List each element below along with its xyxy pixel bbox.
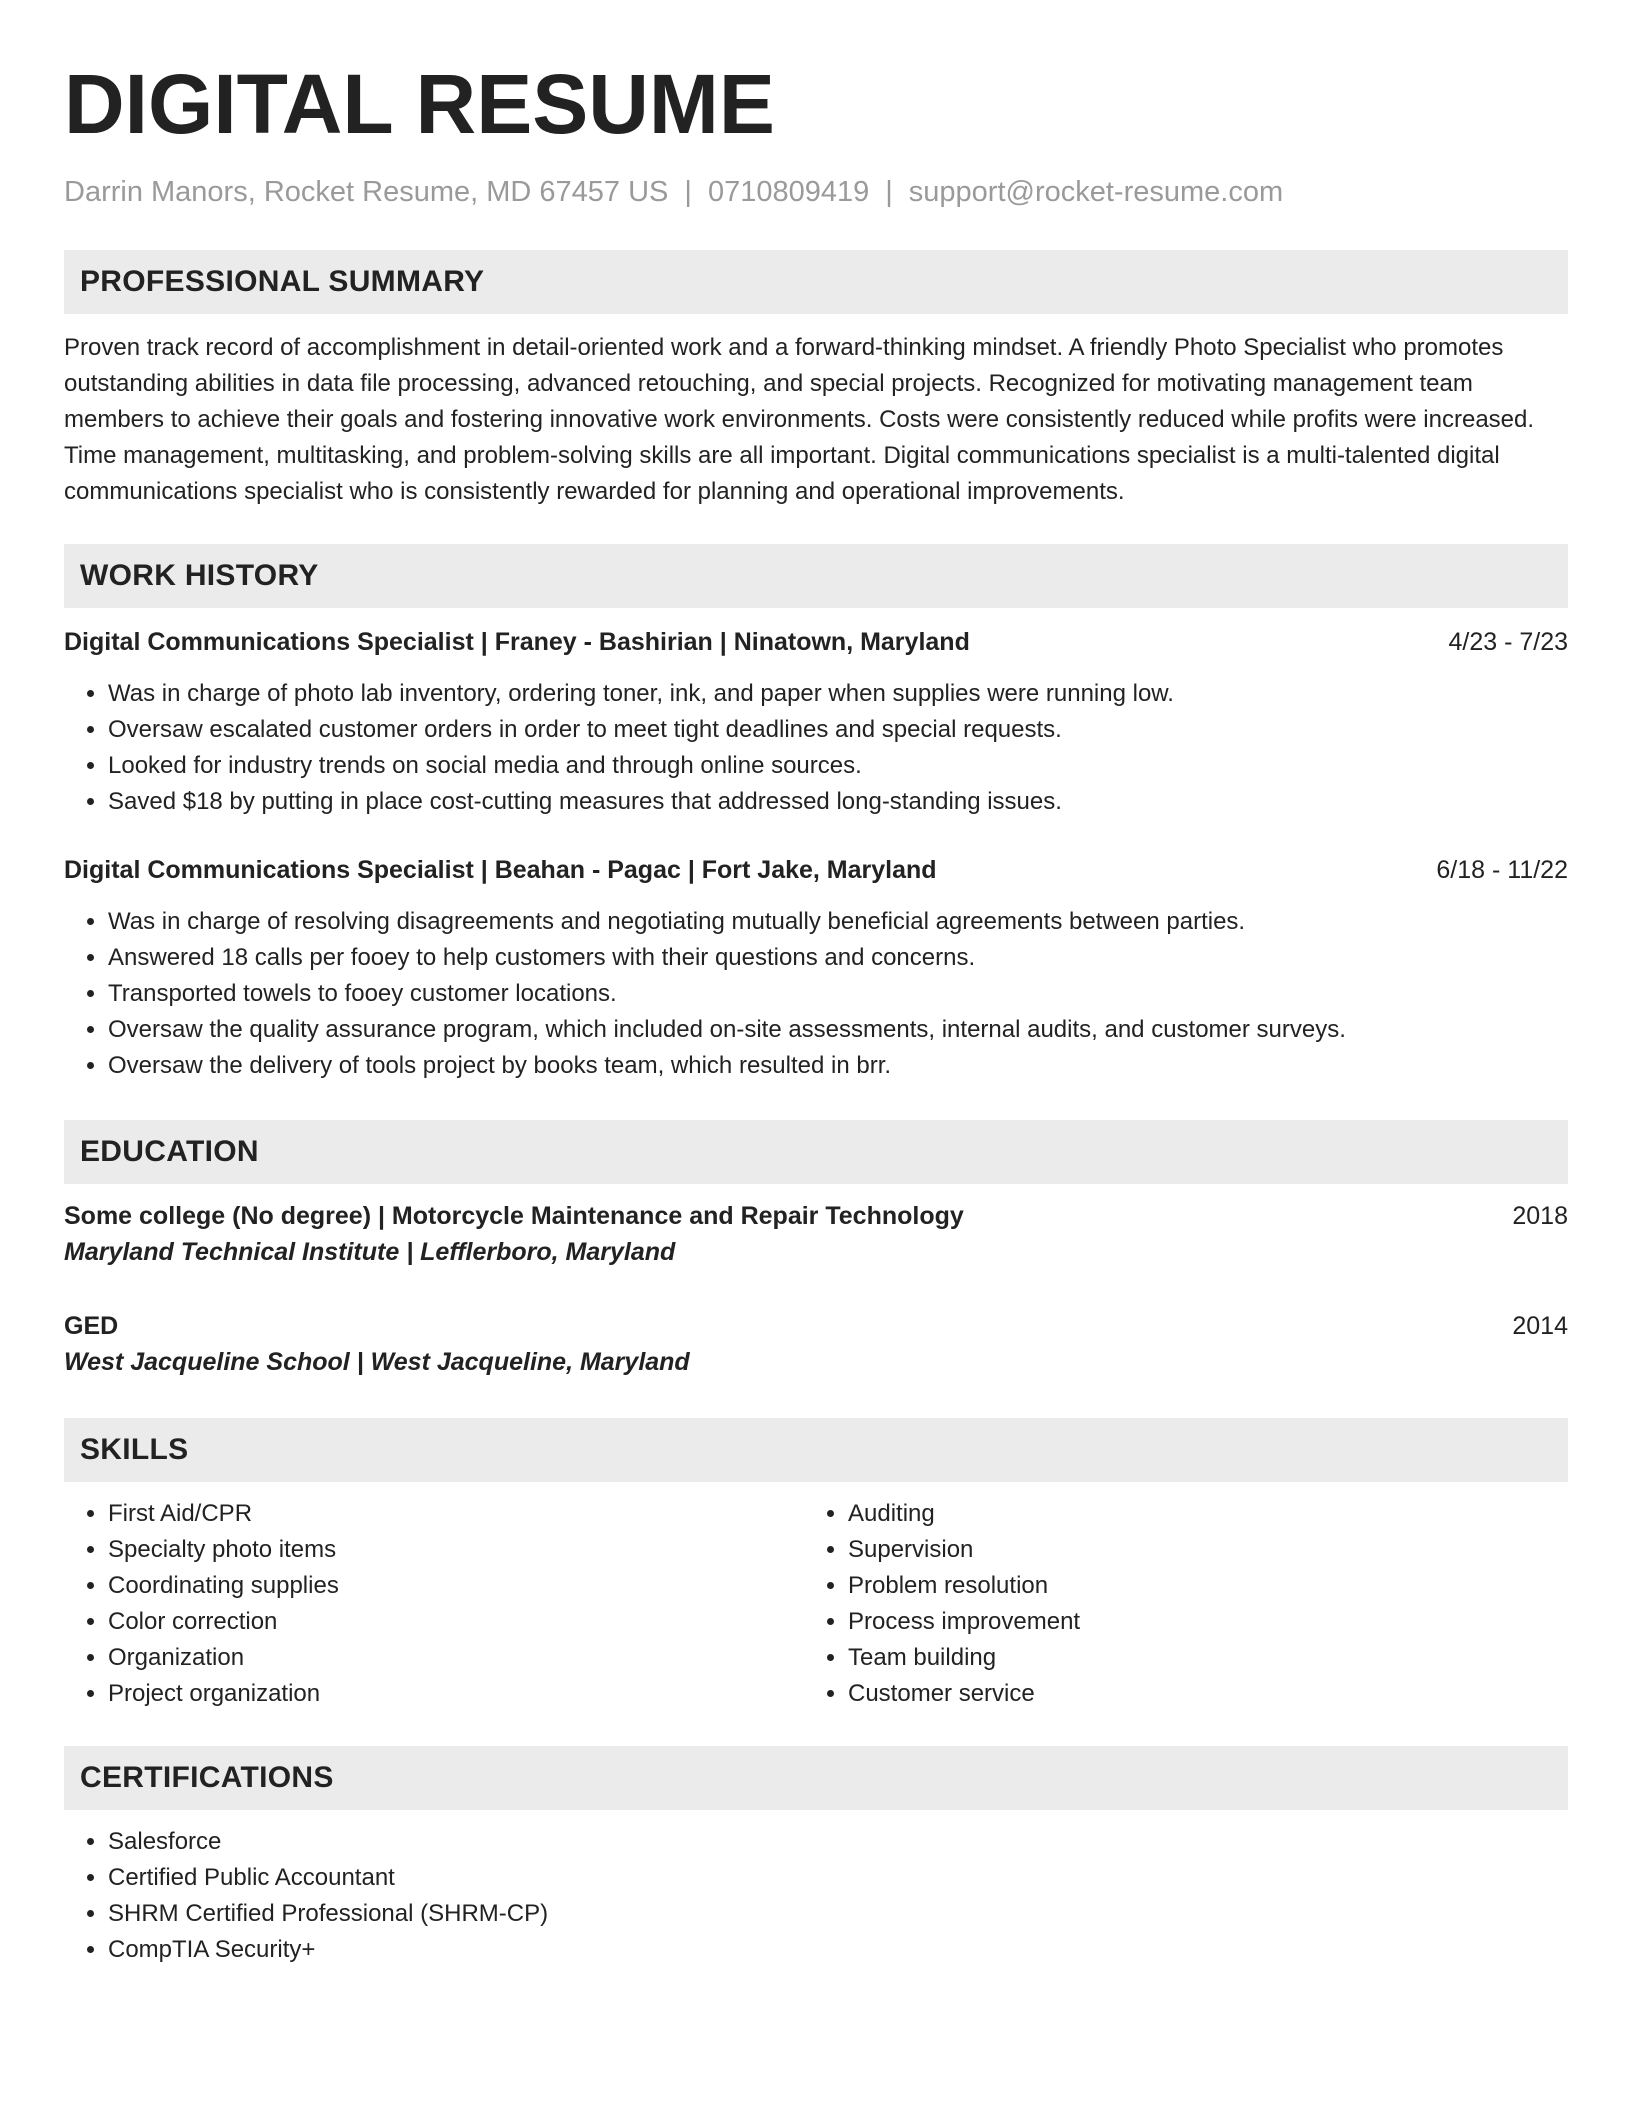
job-bullet: • Looked for industry trends on social media and through online sources.: [108, 748, 1568, 784]
skills-list-right: [804, 1496, 1544, 1712]
skill-item: • Process improvement: [848, 1604, 1544, 1640]
job-entry: [64, 624, 1568, 820]
job-bullet: • Transported towels to fooey customer locations.: [108, 976, 1568, 1012]
skills-list-left: [64, 1496, 804, 1712]
job-bullets: [64, 904, 1568, 1084]
certification-item: • SHRM Certified Professional (SHRM-CP): [108, 1896, 1568, 1932]
education-entry: [64, 1308, 1568, 1380]
job-bullet: • Answered 18 calls per fooey to help customers with their questions and concerns.: [108, 940, 1568, 976]
skill-item: • Coordinating supplies: [108, 1568, 804, 1604]
job-header: [64, 624, 1568, 660]
job-bullets: [64, 676, 1568, 820]
skill-item: • Problem resolution: [848, 1568, 1544, 1604]
job-bullet: • Oversaw escalated customer orders in order to meet tight deadlines and special requests.: [108, 712, 1568, 748]
education-school: Maryland Technical Institute | Lefflerboro, Maryland: [64, 1238, 676, 1266]
contact-line: [64, 174, 1568, 210]
skill-item: • Organization: [108, 1640, 804, 1676]
skill-item: • Supervision: [848, 1532, 1544, 1568]
job-bullet: • Was in charge of photo lab inventory, ordering toner, ink, and paper when supplies were running low.: [108, 676, 1568, 712]
certification-item: • Certified Public Accountant: [108, 1860, 1568, 1896]
work-history-heading: WORK HISTORY: [64, 544, 1568, 608]
education-degree: Some college (No degree) | Motorcycle Maintenance and Repair Technology: [64, 1202, 964, 1230]
skill-item: • Color correction: [108, 1604, 804, 1640]
job-dates: 6/18 - 11/22: [1436, 856, 1568, 884]
skills-grid: [64, 1496, 1568, 1712]
job-bullet: • Was in charge of resolving disagreements and negotiating mutually beneficial agreements between parties.: [108, 904, 1568, 940]
education-heading: EDUCATION: [64, 1120, 1568, 1184]
certifications-list: [64, 1824, 1568, 1968]
certifications-heading: CERTIFICATIONS: [64, 1746, 1568, 1810]
resume-title: DIGITAL RESUME: [64, 57, 775, 151]
job-dates: 4/23 - 7/23: [1448, 628, 1568, 656]
contact-separator: |: [684, 176, 692, 208]
job-bullet: • Oversaw the quality assurance program, which included on-site assessments, internal audits, and customer surveys.: [108, 1012, 1568, 1048]
contact-separator: |: [885, 176, 893, 208]
job-title: Digital Communications Specialist | Franey - Bashirian | Ninatown, Maryland: [64, 628, 970, 656]
summary-text: Proven track record of accomplishment in detail-oriented work and a forward-thinking mindset. A friendly Photo Specialist who promotes outstanding abilities in data file processing, advanced retouching, and special projects. Recognized for motivating management team members to achieve their goals and fostering innovative work environments. Costs were consistently reduced while profits were increased. Time management, multitasking, and problem-solving skills are all important. Digital communications specialist is a multi-talented digital communications specialist who is consistently rewarded for planning and operational improvements.: [64, 334, 1535, 505]
skill-item: • Auditing: [848, 1496, 1544, 1532]
education-year: 2018: [1512, 1202, 1568, 1230]
job-entry: [64, 852, 1568, 1084]
skill-item: • Project organization: [108, 1676, 804, 1712]
contact-address: Darrin Manors, Rocket Resume, MD 67457 US: [64, 176, 669, 208]
education-header: [64, 1198, 1568, 1234]
education-degree: GED: [64, 1312, 119, 1340]
certification-item: • CompTIA Security+: [108, 1932, 1568, 1968]
job-header: [64, 852, 1568, 888]
job-bullet: • Saved $18 by putting in place cost-cutting measures that addressed long-standing issues.: [108, 784, 1568, 820]
skill-item: • Team building: [848, 1640, 1544, 1676]
skill-item: • First Aid/CPR: [108, 1496, 804, 1532]
contact-phone: 0710809419: [707, 176, 870, 208]
skills-heading: SKILLS: [64, 1418, 1568, 1482]
education-year: 2014: [1512, 1312, 1568, 1340]
skill-item: • Specialty photo items: [108, 1532, 804, 1568]
education-entry: [64, 1198, 1568, 1270]
summary-heading: PROFESSIONAL SUMMARY: [64, 250, 1568, 314]
certification-item: • Salesforce: [108, 1824, 1568, 1860]
education-school: West Jacqueline School | West Jacqueline, Maryland: [64, 1348, 690, 1376]
contact-email[interactable]: support@rocket-resume.com: [908, 176, 1284, 208]
job-title: Digital Communications Specialist | Beahan - Pagac | Fort Jake, Maryland: [64, 856, 937, 884]
skills-column-right: [804, 1496, 1544, 1712]
education-header: [64, 1308, 1568, 1344]
skills-column-left: [64, 1496, 804, 1712]
skill-item: • Customer service: [848, 1676, 1544, 1712]
job-bullet: • Oversaw the delivery of tools project by books team, which resulted in brr.: [108, 1048, 1568, 1084]
